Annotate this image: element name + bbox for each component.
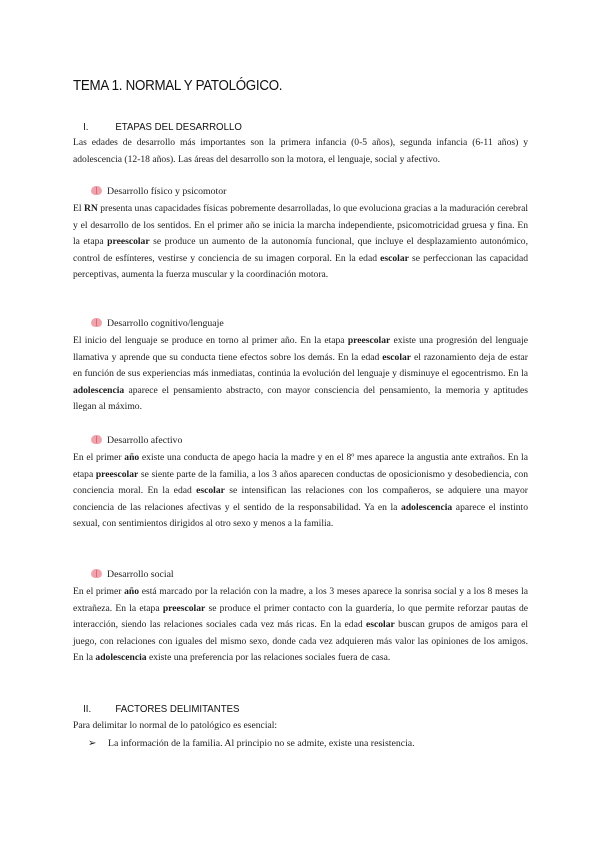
section-number: II. bbox=[83, 703, 92, 715]
subheading-cognitivo bbox=[91, 318, 224, 329]
paragraph-afectivo: En el primer año existe una conducta de apego hacia la madre y en el 8º mes aparece la angustia ante extraños. En la etapa preescolar se siente parte de la familia, a los 3 años aparecen conductas de oposicionismo y desobediencia, con conciencia moral. En la edad escolar se intensifican las relaciones con los compañeros, se adquiere una mayor conciencia de las relaciones afectivas y el sentido de la responsabilidad. Ya en la adolescencia aparece el instinto sexual, con sentimientos dirigidos al otro sexo y menos a la familia. bbox=[73, 452, 529, 530]
section-title: ETAPAS DEL DESARROLLO bbox=[115, 121, 242, 133]
section-heading-etapas bbox=[73, 121, 242, 133]
brain-icon bbox=[91, 186, 102, 195]
section-heading-factores bbox=[73, 703, 239, 715]
paragraph-social: En el primer año está marcado por la relación con la madre, a los 3 meses aparece la sonrisa social y a los 8 meses la extrañeza. En la etapa preescolar se produce el primer contacto con la guardería, lo que permite reforzar pautas de interacción, siendo las relaciones sociales cada vez más ricas. En la edad escolar buscan grupos de amigos para el juego, con relaciones con iguales del mismo sexo, donde cada vez adquieren más valor las opiniones de los amigos. En la adolescencia existe una preferencia por las relaciones sociales fuera de casa. bbox=[73, 586, 529, 664]
subheading-label: Desarrollo cognitivo/lenguaje bbox=[107, 318, 224, 329]
page-title: TEMA 1. NORMAL Y PATOLÓGICO. bbox=[73, 78, 283, 94]
brain-icon bbox=[91, 569, 102, 578]
subheading-label: Desarrollo físico y psicomotor bbox=[107, 186, 227, 197]
subheading-afectivo bbox=[91, 435, 182, 446]
subheading-label: Desarrollo afectivo bbox=[107, 435, 183, 446]
brain-icon bbox=[91, 318, 102, 327]
section-intro-paragraph: Las edades de desarrollo más importantes son la primera infancia (0-5 años), segunda infancia (6-11 años) y adolescencia (12-18 años). Las áreas del desarrollo son la motora, el lenguaje, social y afectivo. bbox=[73, 137, 528, 165]
paragraph-fisico: El RN presenta unas capacidades físicas pobremente desarrolladas, lo que evoluciona gracias a la maduración cerebral y el desarrollo de los sentidos. En el primer año se inicia la marcha independiente, psicomotricidad gruesa y fina. En la etapa preescolar se produce un aumento de la autonomía funcional, que incluye el desplazamiento autonómico, control de esfínteres, vestirse y conciencia de su imagen corporal. En la edad escolar se perfeccionan las capacidad perceptivas, aumenta la fuerza muscular y la coordinación motora. bbox=[73, 203, 528, 281]
section-title: FACTORES DELIMITANTES bbox=[115, 703, 240, 715]
subheading-fisico bbox=[91, 186, 226, 197]
arrow-bullet-icon: ➢ bbox=[88, 738, 97, 749]
bullet-text: La información de la familia. Al principio no se admite, existe una resistencia. bbox=[108, 738, 415, 749]
section-number: I. bbox=[83, 121, 89, 133]
bullet-item bbox=[88, 738, 415, 749]
subheading-label: Desarrollo social bbox=[107, 569, 174, 580]
paragraph-cognitivo: El inicio del lenguaje se produce en torno al primer año. En la etapa preescolar existe una progresión del lenguaje llamativa y aprende que su conducta tiene efectos sobre los demás. En la edad escolar el razonamiento deja de estar en función de sus experiencias más inmediatas, continúa la evolución del lenguaje y disminuye el egocentrismo. En la adolescencia aparece el pensamiento abstracto, con mayor consciencia del pensamiento, la memoria y aptitudes llegan al máximo. bbox=[73, 335, 528, 413]
subheading-social bbox=[91, 569, 174, 580]
section-intro-paragraph: Para delimitar lo normal de lo patológico es esencial: bbox=[73, 720, 278, 731]
brain-icon bbox=[91, 435, 102, 444]
